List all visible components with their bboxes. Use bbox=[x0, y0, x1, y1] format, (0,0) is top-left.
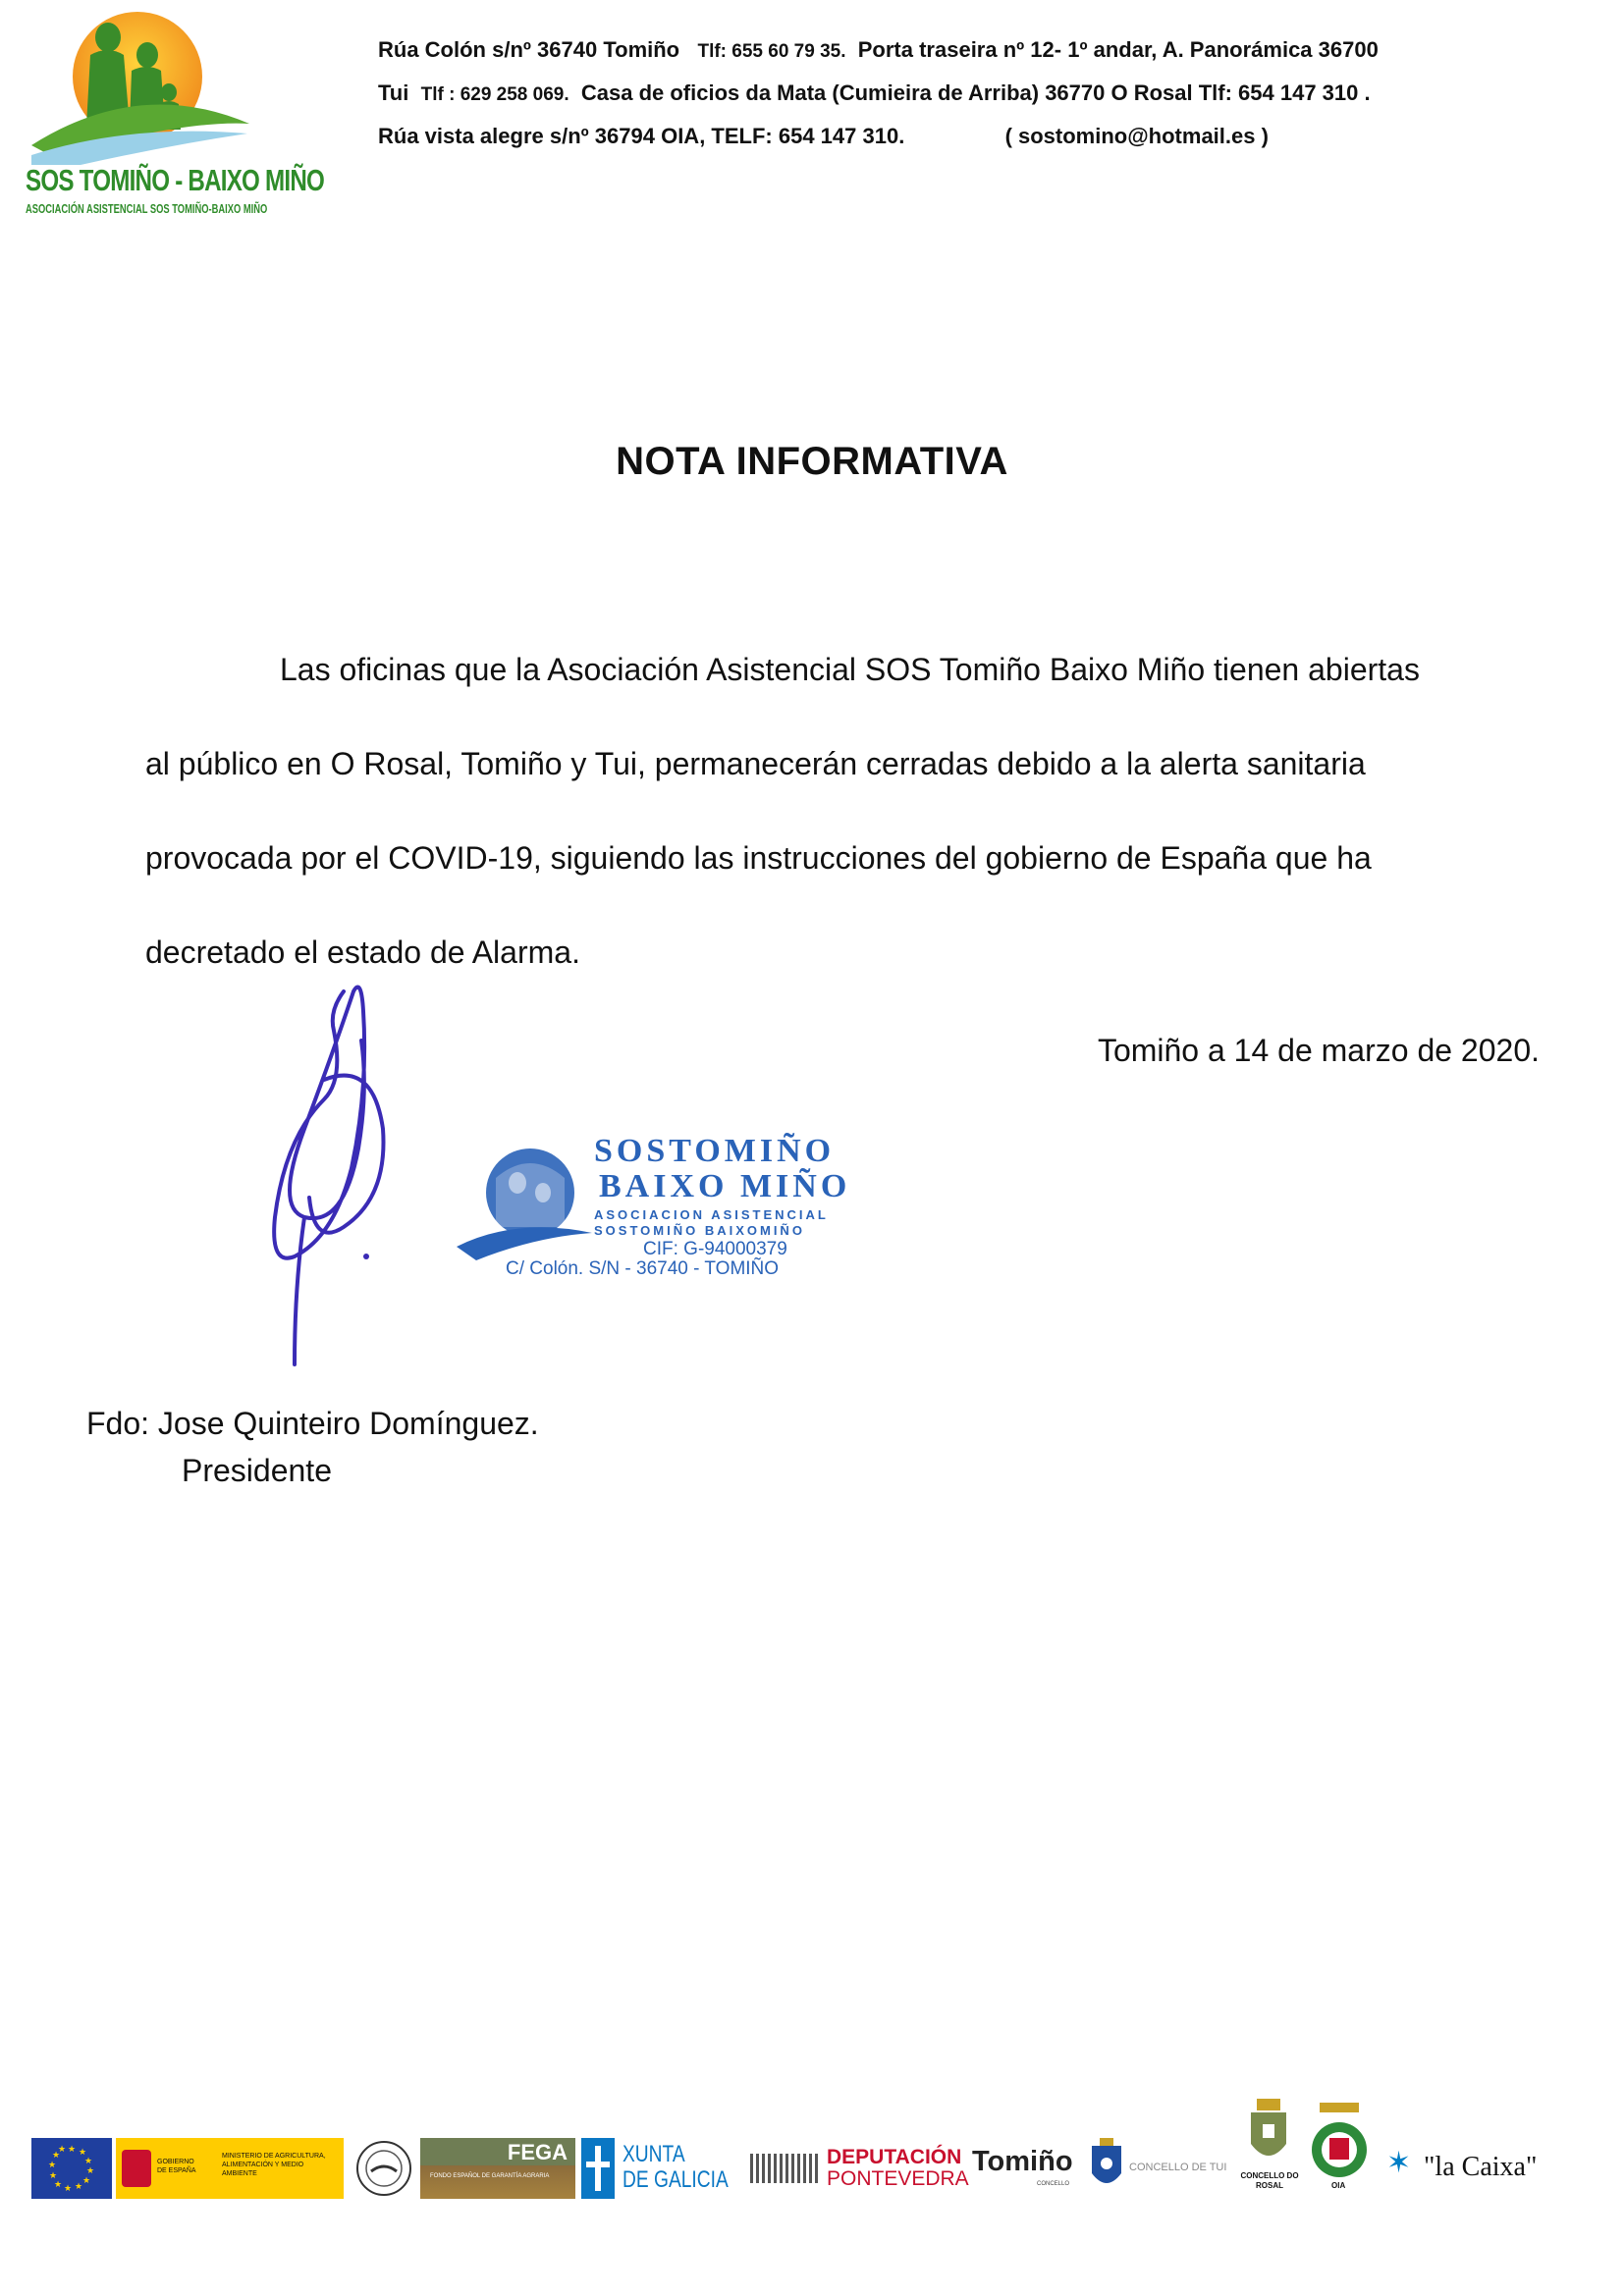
phone-tui: Tlf : 629 258 069. bbox=[420, 84, 569, 105]
svg-text:★: ★ bbox=[54, 2180, 63, 2190]
association-stamp bbox=[457, 1129, 849, 1286]
svg-text:★: ★ bbox=[86, 2166, 95, 2176]
signatory-role: Presidente bbox=[182, 1453, 332, 1488]
svg-text:★: ★ bbox=[64, 2184, 73, 2194]
eu-flag-icon bbox=[31, 2138, 112, 2199]
body-line: al público en O Rosal, Tomiño y Tui, permanecerán cerradas debido a la alerta sanitaria bbox=[145, 746, 1366, 781]
xunta-label: XUNTA bbox=[623, 2141, 685, 2167]
logo-subtitle: ASOCIACIÓN ASISTENCIAL SOS TOMIÑO-BAIXO MIÑO bbox=[26, 201, 268, 216]
address-tui-city: Tui bbox=[378, 80, 409, 105]
logo-title: SOS TOMIÑO - BAIXO MIÑO bbox=[26, 163, 325, 197]
tui-shield-icon bbox=[1090, 2138, 1123, 2193]
page-title: NOTA INFORMATIVA bbox=[616, 440, 1008, 483]
round-seal-icon bbox=[355, 2140, 412, 2197]
galicia-label: DE GALICIA bbox=[623, 2166, 729, 2193]
svg-text:★: ★ bbox=[79, 2148, 87, 2158]
rosal-label: CONCELLO DO ROSAL bbox=[1240, 2171, 1299, 2190]
xunta-cross-icon bbox=[581, 2138, 615, 2199]
stamp-cif: CIF: G-94000379 bbox=[643, 1239, 787, 1259]
address-oia: Rúa vista alegre s/nº 36794 OIA, TELF: 654 147 310. bbox=[378, 124, 905, 148]
logo-emblem-icon bbox=[22, 8, 267, 165]
phone-tomino: Tlf: 655 60 79 35. bbox=[697, 41, 846, 62]
fega-sublabel: FONDO ESPAÑOL DE GARANTÍA AGRARIA bbox=[430, 2173, 550, 2179]
signatory-name: Fdo: Jose Quinteiro Domínguez. bbox=[86, 1406, 539, 1441]
notice-body bbox=[145, 622, 1540, 999]
letterhead-addresses bbox=[378, 29, 1605, 157]
stamp-emblem-icon bbox=[457, 1139, 594, 1266]
tui-label: CONCELLO DE TUI bbox=[1129, 2162, 1227, 2173]
deputacion-bars-icon bbox=[750, 2154, 819, 2183]
address-tomino: Rúa Colón s/nº 36740 Tomiño bbox=[378, 37, 680, 62]
oia-label: OIA bbox=[1331, 2181, 1346, 2190]
svg-text:★: ★ bbox=[82, 2176, 91, 2186]
tomino-concello-logo bbox=[972, 2142, 1080, 2197]
la-caixa-star-icon: ✶ bbox=[1386, 2147, 1412, 2179]
rosal-shield-icon bbox=[1249, 2099, 1288, 2169]
xunta-logo bbox=[581, 2138, 738, 2199]
body-line: decretado el estado de Alarma. bbox=[145, 934, 580, 970]
svg-text:★: ★ bbox=[75, 2182, 83, 2192]
address-rosal: Casa de oficios da Mata (Cumieira de Arriba) 36770 O Rosal Tlf: 654 147 310 . bbox=[580, 80, 1371, 105]
deputacion-logo bbox=[750, 2144, 986, 2193]
la-caixa-logo bbox=[1386, 2144, 1553, 2193]
rosal-concello-logo bbox=[1235, 2099, 1304, 2199]
association-logo bbox=[22, 8, 325, 219]
svg-text:★: ★ bbox=[68, 2145, 77, 2155]
stamp-address: C/ Colón. S/N - 36740 - TOMIÑO bbox=[506, 1258, 780, 1279]
stamp-assoc-2: SOSTOMIÑO BAIXOMIÑO bbox=[594, 1223, 805, 1238]
stamp-assoc-1: ASOCIACION ASISTENCIAL bbox=[594, 1207, 829, 1222]
document-date: Tomiño a 14 de marzo de 2020. bbox=[1097, 1033, 1540, 1068]
email-link[interactable]: ( sostomino@hotmail.es ) bbox=[1004, 124, 1269, 148]
oia-concello-logo bbox=[1308, 2099, 1377, 2199]
body-line: provocada por el COVID-19, siguiendo las instrucciones del gobierno de España que ha bbox=[145, 840, 1372, 876]
sponsor-logos bbox=[31, 2099, 1602, 2197]
svg-text:★: ★ bbox=[49, 2171, 58, 2181]
fega-logo bbox=[420, 2138, 575, 2199]
svg-text:★: ★ bbox=[84, 2157, 93, 2166]
body-line: Las oficinas que la Asociación Asistencial SOS Tomiño Baixo Miño tienen abiertas bbox=[280, 652, 1420, 687]
la-caixa-label: "la Caixa" bbox=[1424, 2152, 1538, 2182]
gobierno-espana-logo bbox=[116, 2138, 344, 2199]
svg-text:★: ★ bbox=[48, 2161, 57, 2170]
tomino-label: Tomiño bbox=[972, 2146, 1073, 2177]
signatory bbox=[86, 1400, 539, 1494]
pontevedra-label: PONTEVEDRA bbox=[827, 2167, 969, 2190]
gobierno-label: GOBIERNO DE ESPAÑA bbox=[157, 2159, 196, 2174]
svg-text:★: ★ bbox=[58, 2145, 67, 2155]
address-line-1 bbox=[378, 29, 1605, 73]
stamp-name-2: BAIXO MIÑO bbox=[599, 1168, 851, 1204]
fega-label: FEGA bbox=[507, 2140, 568, 2164]
tomino-sublabel: CONCELLO bbox=[1037, 2181, 1070, 2187]
stamp-name-1: SOSTOMIÑO bbox=[594, 1133, 836, 1169]
deputacion-label: DEPUTACIÓN bbox=[827, 2146, 962, 2168]
address-line-2 bbox=[378, 73, 1605, 116]
spain-coat-of-arms-icon bbox=[122, 2150, 151, 2187]
address-tui: Porta traseira nº 12- 1º andar, A. Panorámica 36700 bbox=[857, 37, 1379, 62]
address-line-3 bbox=[378, 116, 1605, 157]
oia-shield-icon bbox=[1308, 2099, 1371, 2191]
svg-text:★: ★ bbox=[52, 2151, 61, 2161]
ministerio-label: MINISTERIO DE AGRICULTURA, ALIMENTACIÓN Y MEDIO AMBIENTE bbox=[222, 2153, 326, 2177]
handwritten-signature-icon bbox=[236, 972, 461, 1384]
